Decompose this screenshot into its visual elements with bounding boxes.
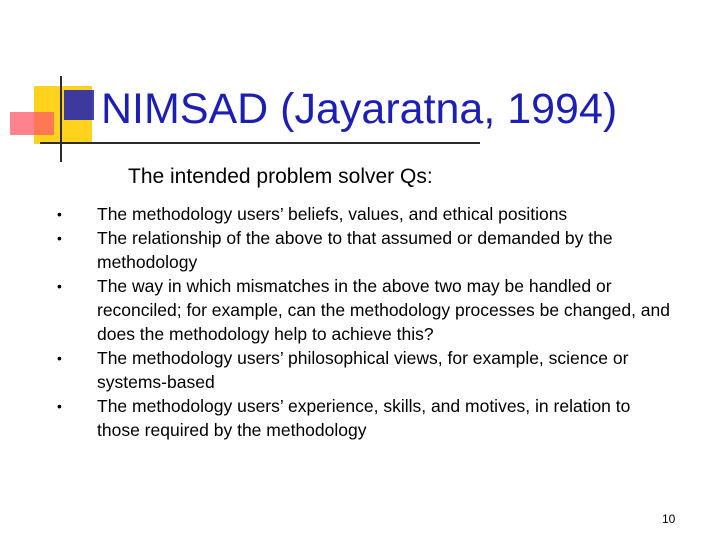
list-item [55, 274, 675, 346]
decor-red-bar [10, 112, 54, 135]
bullet-text: The methodology users’ beliefs, values, and ethical positions [97, 204, 568, 224]
bullet-text: The relationship of the above to that assumed or demanded by the methodology [97, 228, 613, 272]
bullet-text: The methodology users’ philosophical views, for example, science or systems-based [97, 348, 629, 392]
list-item [55, 226, 675, 274]
bullet-dot-icon: • [57, 230, 62, 246]
slide-title: NIMSAD (Jayaratna, 1994) [101, 85, 618, 133]
bullet-dot-icon: • [57, 398, 62, 414]
page-number: 10 [662, 512, 676, 526]
decor-blue-square [64, 90, 94, 120]
bullet-list [55, 202, 675, 442]
list-item [55, 394, 675, 442]
slide-subtitle: The intended problem solver Qs: [128, 165, 433, 188]
decor-horizontal-line [40, 142, 480, 144]
bullet-dot-icon: • [57, 206, 62, 222]
list-item [55, 202, 675, 226]
bullet-text: The way in which mismatches in the above two may be handled or reconciled; for example, can the methodology processes be changed, and does the methodology help to achieve this? [97, 276, 670, 344]
bullet-text: The methodology users’ experience, skills, and motives, in relation to those required by the methodology [97, 396, 631, 440]
list-item [55, 346, 675, 394]
bullet-dot-icon: • [57, 350, 62, 366]
decor-vertical-line [60, 76, 62, 162]
bullet-dot-icon: • [57, 278, 62, 294]
